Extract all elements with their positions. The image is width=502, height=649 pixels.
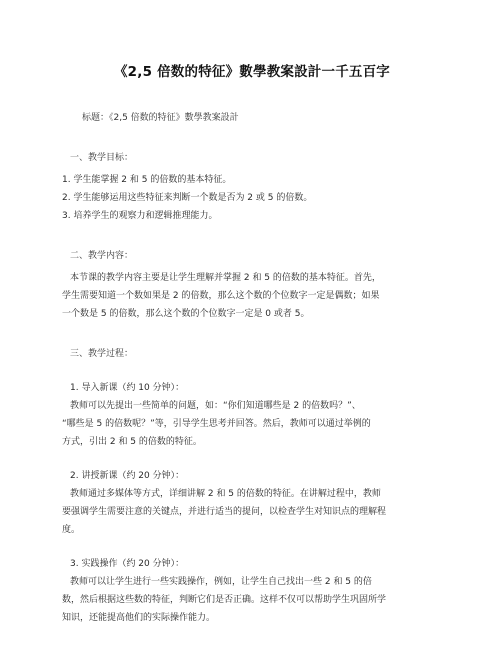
step-heading: 1. 导入新课（约 10 分钟）： bbox=[70, 383, 185, 393]
section-heading-process: 三、教学过程： bbox=[70, 349, 134, 359]
process-step-practice bbox=[62, 555, 442, 627]
step-line: 要强调学生需要注意的关键点，并进行适当的提问，以检查学生对知识点的理解程 bbox=[62, 507, 387, 517]
document-subtitle: 标题：《2,5 倍数的特征》數學教案設計 bbox=[82, 113, 239, 123]
process-step-lecture bbox=[62, 467, 442, 539]
step-line: 度。 bbox=[62, 525, 81, 535]
section-heading-content: 二、教学内容： bbox=[70, 251, 134, 261]
step-heading: 3. 实践操作（约 20 分钟）： bbox=[70, 559, 185, 569]
section-goals bbox=[62, 149, 442, 225]
process-step-intro bbox=[62, 379, 442, 451]
section-heading-goals: 一、教学目标： bbox=[70, 153, 134, 163]
step-line: 数，然后根据这些数的特征，判断它们是否正确。这样不仅可以帮助学生巩固所学 bbox=[62, 595, 387, 605]
section-content bbox=[62, 247, 442, 323]
goal-item: 3. 培养学生的观察力和逻辑推理能力。 bbox=[62, 211, 218, 221]
step-line: 知识，还能提高他们的实际操作能力。 bbox=[62, 613, 216, 623]
content-paragraph-line: 一个数是 5 的倍数，那么这个数的个位数字一定是 0 或者 5。 bbox=[62, 309, 310, 319]
goal-item: 1. 学生能掌握 2 和 5 的倍数的基本特征。 bbox=[62, 175, 232, 185]
step-line: “哪些是 5 的倍数呢？”等，引导学生思考并回答。然后，教师可以通过举例的 bbox=[62, 419, 371, 429]
step-line: 教师可以先提出一些简单的问题，如：“你们知道哪些是 2 的倍数吗？”、 bbox=[70, 401, 361, 411]
document-title: 《2,5 倍数的特征》數學教案設計一千五百字 bbox=[113, 64, 390, 80]
section-process bbox=[62, 345, 442, 627]
content-paragraph-line: 学生需要知道一个数如果是 2 的倍数，那么这个数的个位数字一定是偶数；如果 bbox=[62, 291, 380, 301]
step-line: 方式，引出 2 和 5 的倍数的特征。 bbox=[62, 437, 202, 447]
content-paragraph-line: 本节课的教学内容主要是让学生理解并掌握 2 和 5 的倍数的基本特征。首先， bbox=[70, 273, 381, 283]
step-line: 教师通过多媒体等方式，详细讲解 2 和 5 的倍数的特征。在讲解过程中，教师 bbox=[70, 489, 381, 499]
step-heading: 2. 讲授新课（约 20 分钟）： bbox=[70, 471, 185, 481]
step-line: 教师可以让学生进行一些实践操作，例如，让学生自己找出一些 2 和 5 的倍 bbox=[70, 577, 372, 587]
goal-item: 2. 学生能够运用这些特征来判断一个数是否为 2 或 5 的倍数。 bbox=[62, 193, 313, 203]
